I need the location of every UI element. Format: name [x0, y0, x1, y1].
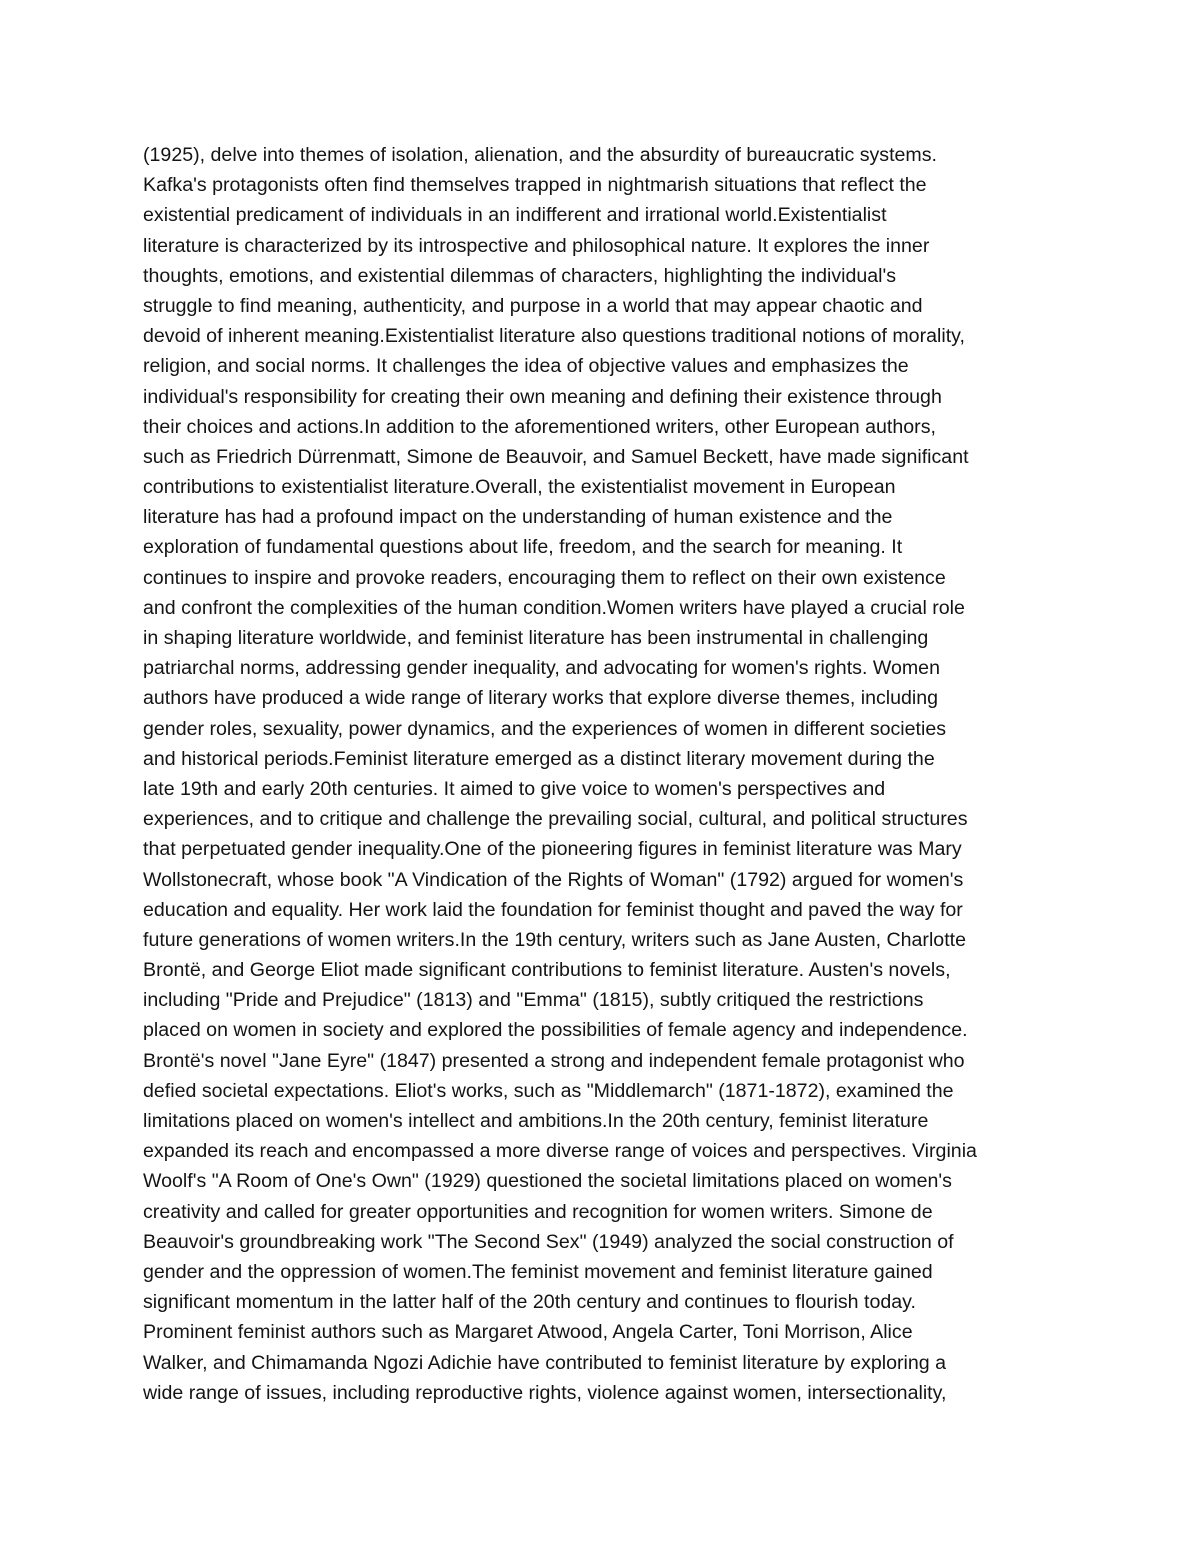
- text-line: gender and the oppression of women.The feminist movement and feminist literature gained: [143, 1260, 933, 1283]
- text-line: religion, and social norms. It challenges the idea of objective values and emphasizes the: [143, 355, 909, 378]
- body-text: [143, 140, 1083, 1408]
- text-line: Prominent feminist authors such as Margaret Atwood, Angela Carter, Toni Morrison, Alice: [143, 1321, 913, 1344]
- text-line: Brontë's novel "Jane Eyre" (1847) presented a strong and independent female protagonist who: [143, 1049, 965, 1072]
- text-line: and historical periods.Feminist literature emerged as a distinct literary movement during the: [143, 747, 935, 770]
- text-line: education and equality. Her work laid the foundation for feminist thought and paved the way for: [143, 898, 963, 921]
- text-line: devoid of inherent meaning.Existentialist literature also questions traditional notions of morality,: [143, 325, 965, 348]
- text-line: that perpetuated gender inequality.One of the pioneering figures in feminist literature was Mary: [143, 838, 962, 861]
- text-line: limitations placed on women's intellect and ambitions.In the 20th century, feminist literature: [143, 1110, 929, 1132]
- text-line: experiences, and to critique and challenge the prevailing social, cultural, and political structures: [143, 808, 968, 831]
- text-line: future generations of women writers.In the 19th century, writers such as Jane Austen, Charlotte: [143, 928, 966, 951]
- text-line: their choices and actions.In addition to the aforementioned writers, other European authors,: [143, 415, 936, 438]
- text-line: gender roles, sexuality, power dynamics, and the experiences of women in different societies: [143, 717, 947, 740]
- text-line: contributions to existentialist literature.Overall, the existentialist movement in European: [143, 476, 896, 499]
- text-line: expanded its reach and encompassed a more diverse range of voices and perspectives. Virginia: [143, 1140, 977, 1163]
- text-line: (1925), delve into themes of isolation, alienation, and the absurdity of bureaucratic systems.: [143, 144, 937, 166]
- text-line: existential predicament of individuals in an indifferent and irrational world.Existentialist: [143, 204, 887, 227]
- text-line: Brontë, and George Eliot made significant contributions to feminist literature. Austen's novels,: [143, 959, 951, 982]
- text-line: exploration of fundamental questions about life, freedom, and the search for meaning. It: [143, 536, 903, 559]
- text-line: Kafka's protagonists often find themselves trapped in nightmarish situations that reflect the: [143, 174, 927, 197]
- text-line: and confront the complexities of the human condition.Women writers have played a crucial role: [143, 596, 965, 619]
- text-line: thoughts, emotions, and existential dilemmas of characters, highlighting the individual's: [143, 264, 897, 287]
- text-line: Beauvoir's groundbreaking work "The Second Sex" (1949) analyzed the social construction of: [143, 1230, 954, 1253]
- text-line: placed on women in society and explored the possibilities of female agency and independence.: [143, 1019, 968, 1042]
- text-line: struggle to find meaning, authenticity, and purpose in a world that may appear chaotic and: [143, 294, 923, 317]
- text-line: patriarchal norms, addressing gender inequality, and advocating for women's rights. Women: [143, 657, 940, 680]
- text-line: Wollstonecraft, whose book "A Vindication of the Rights of Woman" (1792) argued for women's: [143, 868, 964, 891]
- text-line: Walker, and Chimamanda Ngozi Adichie have contributed to feminist literature by exploring a: [143, 1351, 947, 1374]
- text-line: late 19th and early 20th centuries. It aimed to give voice to women's perspectives and: [143, 777, 886, 800]
- text-line: including "Pride and Prejudice" (1813) and "Emma" (1815), subtly critiqued the restrictions: [143, 989, 924, 1012]
- text-line: in shaping literature worldwide, and feminist literature has been instrumental in challenging: [143, 627, 929, 649]
- text-line: defied societal expectations. Eliot's works, such as "Middlemarch" (1871-1872), examined the: [143, 1079, 954, 1102]
- text-line: wide range of issues, including reproductive rights, violence against women, intersectionality,: [143, 1381, 947, 1404]
- text-line: authors have produced a wide range of literary works that explore diverse themes, including: [143, 687, 939, 710]
- text-line: significant momentum in the latter half of the 20th century and continues to flourish today.: [143, 1291, 916, 1314]
- text-line: such as Friedrich Dürrenmatt, Simone de Beauvoir, and Samuel Beckett, have made significant: [143, 445, 969, 468]
- text-line: individual's responsibility for creating their own meaning and defining their existence through: [143, 385, 942, 408]
- text-line: literature has had a profound impact on the understanding of human existence and the: [143, 506, 893, 529]
- text-line: literature is characterized by its introspective and philosophical nature. It explores the inner: [143, 234, 930, 257]
- text-line: creativity and called for greater opportunities and recognition for women writers. Simone de: [143, 1200, 933, 1223]
- text-line: Woolf's "A Room of One's Own" (1929) questioned the societal limitations placed on women's: [143, 1170, 952, 1193]
- text-line: continues to inspire and provoke readers, encouraging them to reflect on their own existence: [143, 566, 946, 589]
